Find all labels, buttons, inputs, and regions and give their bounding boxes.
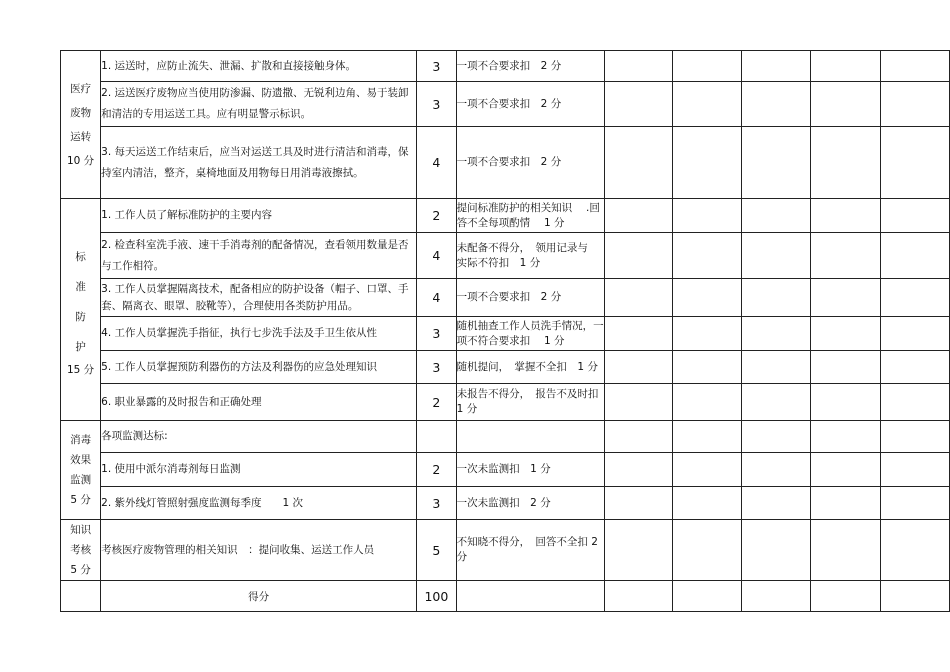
blank-cell xyxy=(742,520,811,581)
blank-cell xyxy=(604,487,672,520)
blank-cell xyxy=(672,581,742,612)
table-row xyxy=(61,351,950,384)
blank-cell xyxy=(811,51,881,82)
blank-cell xyxy=(742,199,811,233)
blank-cell xyxy=(604,351,672,384)
blank-cell xyxy=(742,82,811,127)
item-score: 3 xyxy=(417,51,457,82)
blank-cell xyxy=(881,487,950,520)
blank-cell xyxy=(742,487,811,520)
blank-cell xyxy=(672,82,742,127)
blank-cell xyxy=(672,279,742,317)
blank-cell xyxy=(811,581,881,612)
blank-cell xyxy=(742,317,811,351)
table-row xyxy=(61,127,950,199)
category-line: 运转 xyxy=(70,130,92,143)
blank-cell xyxy=(881,581,950,612)
table-row xyxy=(61,199,950,233)
item-score: 4 xyxy=(417,233,457,279)
blank-cell xyxy=(811,351,881,384)
deduction-rule xyxy=(456,421,604,453)
blank-cell xyxy=(881,51,950,82)
item-score: 4 xyxy=(417,127,457,199)
deduction-rule: 一项不合要求扣 2 分 xyxy=(456,51,604,82)
blank-cell xyxy=(881,421,950,453)
blank-cell xyxy=(672,199,742,233)
category-cell xyxy=(61,51,101,199)
blank-cell xyxy=(604,51,672,82)
blank-cell xyxy=(742,421,811,453)
category-line: 准 xyxy=(75,280,86,293)
deduction-rule: 随机抽查工作人员洗手情况，一项不符合要求扣 1 分 xyxy=(456,317,604,351)
deduction-rule: 一次未监测扣 1 分 xyxy=(456,453,604,487)
deduction-rule: 一次未监测扣 2 分 xyxy=(456,487,604,520)
item-text: 5. 工作人员掌握预防利器伤的方法及利器伤的应急处理知识 xyxy=(101,351,417,384)
blank-cell xyxy=(742,581,811,612)
category-cell xyxy=(61,520,101,581)
category-cell xyxy=(61,421,101,520)
blank-cell xyxy=(742,233,811,279)
item-score: 3 xyxy=(417,487,457,520)
blank-cell xyxy=(881,233,950,279)
blank-cell xyxy=(672,317,742,351)
item-score: 3 xyxy=(417,82,457,127)
blank-cell xyxy=(811,317,881,351)
blank-cell xyxy=(811,453,881,487)
table-row xyxy=(61,82,950,127)
deduction-rule: 不知晓不得分， 回答不全扣 2 分 xyxy=(456,520,604,581)
category-line: 5 分 xyxy=(70,564,91,576)
deduction-rule: 一项不合要求扣 2 分 xyxy=(456,127,604,199)
blank-cell xyxy=(672,487,742,520)
blank-cell xyxy=(811,421,881,453)
table-row xyxy=(61,453,950,487)
blank-cell xyxy=(881,520,950,581)
item-text: 2. 检查科室洗手液、速干手消毒剂的配备情况，查看领用数量是否与工作相符。 xyxy=(101,233,417,279)
blank-cell xyxy=(672,421,742,453)
blank-cell xyxy=(811,384,881,421)
blank-cell xyxy=(881,199,950,233)
category-line: 10 分 xyxy=(66,154,95,167)
blank-cell xyxy=(742,127,811,199)
category-line: 消毒 xyxy=(70,434,92,446)
table-row xyxy=(61,279,950,317)
item-text: 考核医疗废物管理的相关知识 ：提问收集、运送工作人员 xyxy=(101,520,417,581)
blank-cell xyxy=(881,279,950,317)
table-row xyxy=(61,520,950,581)
deduction-rule: 提问标准防护的相关知识 .回答不全每项酌情 1 分 xyxy=(456,199,604,233)
blank-cell xyxy=(881,82,950,127)
deduction-rule: 随机提问， 掌握不全扣 1 分 xyxy=(456,351,604,384)
category-line: 监测 xyxy=(70,474,92,486)
total-score: 100 xyxy=(417,581,457,612)
table-row xyxy=(61,51,950,82)
table-row xyxy=(61,487,950,520)
blank-cell xyxy=(604,317,672,351)
category-line: 标 xyxy=(75,250,86,263)
blank-cell xyxy=(811,279,881,317)
blank-cell xyxy=(604,384,672,421)
category-line: 考核 xyxy=(70,544,92,556)
item-text: 1. 使用中派尔消毒剂每日监测 xyxy=(101,453,417,487)
blank-cell xyxy=(604,233,672,279)
item-text: 1. 工作人员了解标准防护的主要内容 xyxy=(101,199,417,233)
inspection-score-table xyxy=(60,50,950,612)
blank-cell xyxy=(811,199,881,233)
blank-cell xyxy=(742,51,811,82)
blank-cell xyxy=(61,581,101,612)
category-line: 护 xyxy=(75,340,86,353)
blank-cell xyxy=(604,127,672,199)
blank-cell xyxy=(672,51,742,82)
blank-cell xyxy=(811,487,881,520)
item-text: 2. 运送医疗废物应当使用防渗漏、防遗撒、无锐利边角、易于装卸和清洁的专用运送工具。应有明显警示标识。 xyxy=(101,82,417,127)
blank-cell xyxy=(604,581,672,612)
deduction-rule: 未报告不得分， 报告不及时扣 1 分 xyxy=(456,384,604,421)
category-line: 知识 xyxy=(70,524,92,536)
category-line: 防 xyxy=(75,310,86,323)
item-text: 2. 紫外线灯管照射强度监测每季度 1 次 xyxy=(101,487,417,520)
deduction-rule: 一项不合要求扣 2 分 xyxy=(456,279,604,317)
blank-cell xyxy=(742,351,811,384)
blank-cell xyxy=(604,453,672,487)
blank-cell xyxy=(881,317,950,351)
blank-cell xyxy=(672,384,742,421)
blank-cell xyxy=(811,127,881,199)
category-line: 医疗 xyxy=(70,82,92,95)
blank-cell xyxy=(672,233,742,279)
category-line: 废物 xyxy=(70,106,92,119)
total-label: 得分 xyxy=(101,581,417,612)
blank-cell xyxy=(604,279,672,317)
item-score xyxy=(417,421,457,453)
blank-cell xyxy=(456,581,604,612)
blank-cell xyxy=(604,82,672,127)
blank-cell xyxy=(604,421,672,453)
category-line: 15 分 xyxy=(66,363,95,376)
blank-cell xyxy=(881,351,950,384)
category-line: 5 分 xyxy=(70,494,91,506)
category-cell xyxy=(61,199,101,421)
blank-cell xyxy=(742,453,811,487)
blank-cell xyxy=(742,384,811,421)
item-text: 各项监测达标: xyxy=(101,421,417,453)
blank-cell xyxy=(881,127,950,199)
blank-cell xyxy=(672,520,742,581)
item-text: 3. 工作人员掌握隔离技术，配备相应的防护设备（帽子、口罩、手套、隔离衣、眼罩、胶靴等），合理使用各类防护用品。 xyxy=(101,279,417,317)
table-row xyxy=(61,317,950,351)
item-score: 3 xyxy=(417,317,457,351)
item-text: 1. 运送时，应防止流失、泄漏、扩散和直接接触身体。 xyxy=(101,51,417,82)
blank-cell xyxy=(811,82,881,127)
blank-cell xyxy=(672,453,742,487)
item-text: 6. 职业暴露的及时报告和正确处理 xyxy=(101,384,417,421)
table-row xyxy=(61,233,950,279)
item-text: 4. 工作人员掌握洗手指征，执行七步洗手法及手卫生依从性 xyxy=(101,317,417,351)
item-score: 2 xyxy=(417,453,457,487)
category-line: 效果 xyxy=(70,454,92,466)
blank-cell xyxy=(881,453,950,487)
blank-cell xyxy=(672,127,742,199)
table-row xyxy=(61,421,950,453)
blank-cell xyxy=(672,351,742,384)
item-score: 4 xyxy=(417,279,457,317)
blank-cell xyxy=(742,279,811,317)
deduction-rule: 未配备不得分， 领用记录与 实际不符扣 1 分 xyxy=(456,233,604,279)
item-score: 2 xyxy=(417,199,457,233)
blank-cell xyxy=(881,384,950,421)
blank-cell xyxy=(604,520,672,581)
item-text: 3. 每天运送工作结束后，应当对运送工具及时进行清洁和消毒，保持室内清洁，整齐，桌椅地面及用物每日用消毒液擦拭。 xyxy=(101,127,417,199)
deduction-rule: 一项不合要求扣 2 分 xyxy=(456,82,604,127)
total-row xyxy=(61,581,950,612)
blank-cell xyxy=(604,199,672,233)
table-row xyxy=(61,384,950,421)
item-score: 3 xyxy=(417,351,457,384)
item-score: 2 xyxy=(417,384,457,421)
blank-cell xyxy=(811,233,881,279)
item-score: 5 xyxy=(417,520,457,581)
blank-cell xyxy=(811,520,881,581)
